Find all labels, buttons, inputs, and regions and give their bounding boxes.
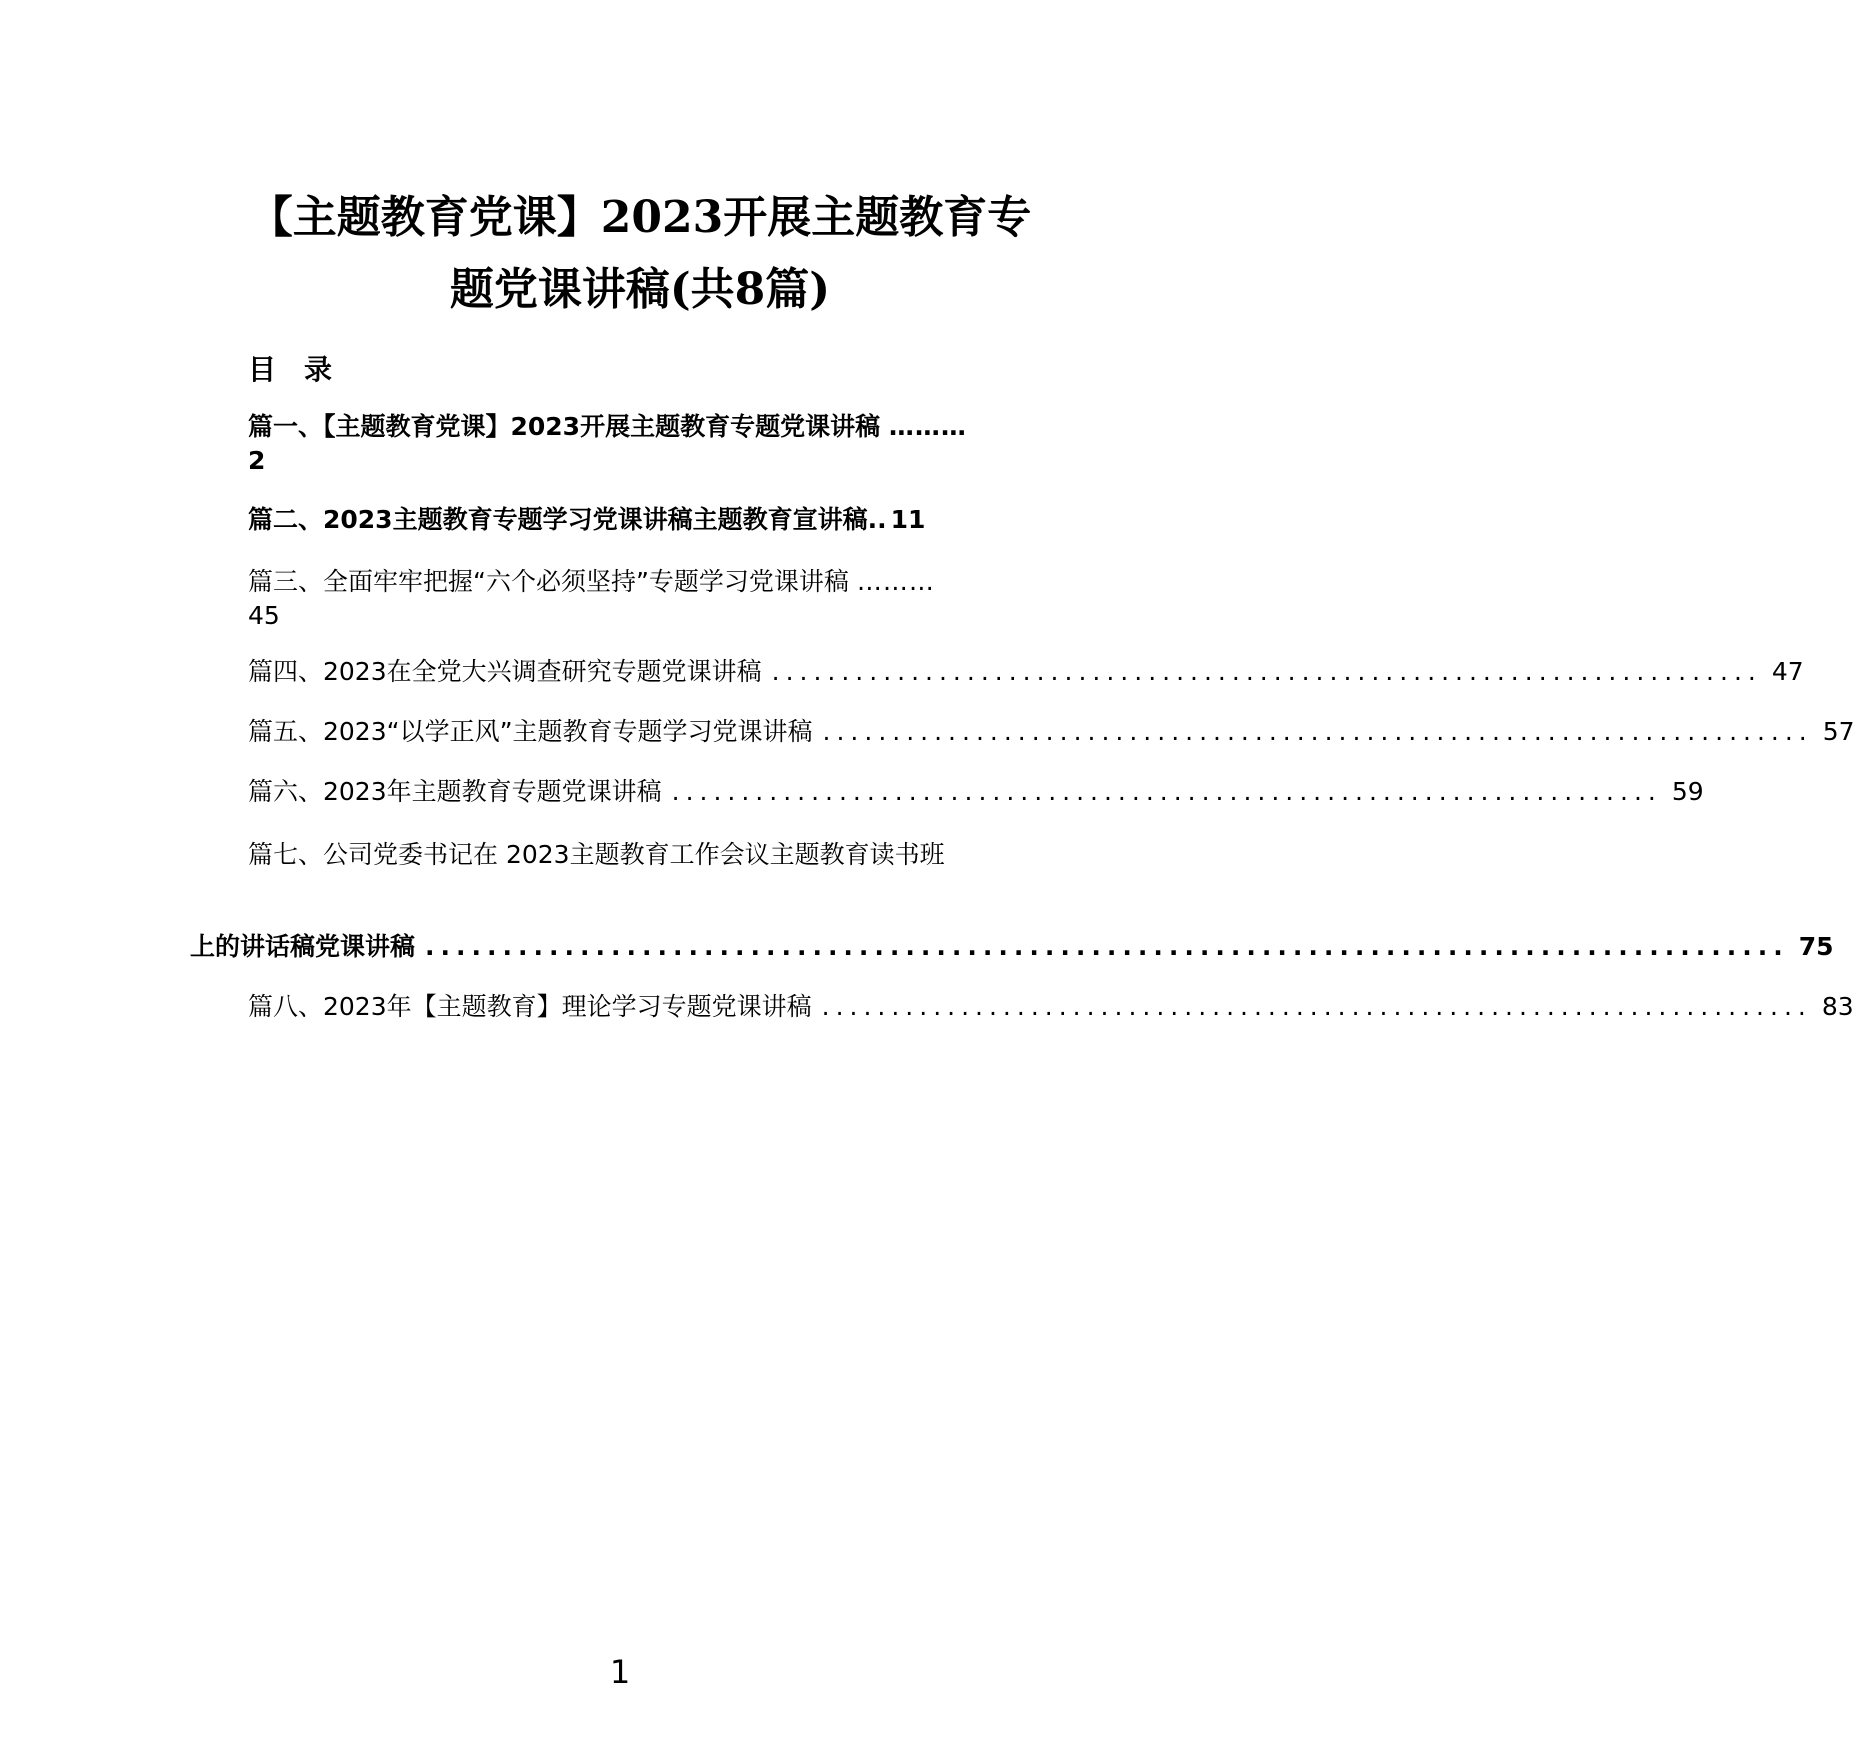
page-number: 1 — [609, 1653, 631, 1691]
document-title-line-2: 题党课讲稿(共8篇) — [449, 264, 831, 315]
toc-entry-8[interactable] — [248, 990, 1854, 1024]
toc-entry-8-title: 篇八、2023年【主题教育】理论学习专题党课讲稿 — [248, 992, 812, 1021]
toc-entry-1-page: 2 — [248, 446, 266, 475]
toc-entry-7-continuation-line[interactable] — [190, 930, 1834, 964]
toc-entry-4-page: 47 — [1771, 657, 1804, 686]
toc-entry-7-leader: ........................................................................................ — [425, 932, 1789, 961]
toc-entry-6-leader: ....................................................................... — [671, 777, 1662, 806]
toc-entry-2-title: 篇二、2023主题教育专题学习党课讲稿主题教育宣讲稿 — [248, 505, 868, 534]
toc-entry-8-page: 83 — [1821, 992, 1854, 1021]
toc-entry-5[interactable] — [248, 715, 1855, 749]
toc-entry-5-title: 篇五、2023“以学正风”主题教育专题学习党课讲稿 — [248, 717, 813, 746]
toc-entry-1-title: 篇一、【主题教育党课】2023开展主题教育专题党课讲稿 — [248, 412, 881, 441]
toc-entry-6[interactable] — [248, 775, 1704, 809]
toc-entry-5-leader: ....................................................................... — [822, 717, 1813, 746]
toc-entry-3-title: 篇三、全面牢牢把握“六个必须坚持”专题学习党课讲稿 — [248, 567, 849, 596]
toc-entry-5-page: 57 — [1822, 717, 1855, 746]
toc-entry-4[interactable] — [248, 655, 1804, 689]
document-title — [200, 182, 1080, 326]
toc-entry-1-leader: ……… — [888, 412, 967, 441]
toc-entry-8-leader: ....................................................................... — [821, 992, 1812, 1021]
toc-entry-3[interactable] — [248, 565, 1058, 633]
document-title-line-1: 【主题教育党课】2023开展主题教育专 — [248, 192, 1032, 243]
toc-entry-2-leader: .. — [867, 505, 887, 534]
toc-entry-3-page: 45 — [248, 601, 280, 630]
toc-entry-7[interactable] — [248, 838, 1058, 872]
toc-heading: 目录 — [248, 353, 361, 386]
toc-entry-6-page: 59 — [1671, 777, 1704, 806]
toc-entry-2[interactable] — [248, 503, 1058, 537]
toc-entry-4-leader: ....................................................................... — [771, 657, 1762, 686]
toc-entry-1[interactable] — [248, 410, 1058, 478]
toc-entry-6-title: 篇六、2023年主题教育专题党课讲稿 — [248, 777, 662, 806]
toc-entry-7-page: 75 — [1798, 932, 1834, 961]
toc-entry-3-leader: ……… — [856, 567, 935, 596]
toc-entry-7-title: 篇七、公司党委书记在 2023主题教育工作会议主题教育读书班 — [248, 840, 945, 869]
toc-entry-4-title: 篇四、2023在全党大兴调查研究专题党课讲稿 — [248, 657, 762, 686]
toc-entry-2-page: 11 — [890, 505, 926, 534]
toc-entry-7-continuation: 上的讲话稿党课讲稿 — [190, 932, 416, 961]
